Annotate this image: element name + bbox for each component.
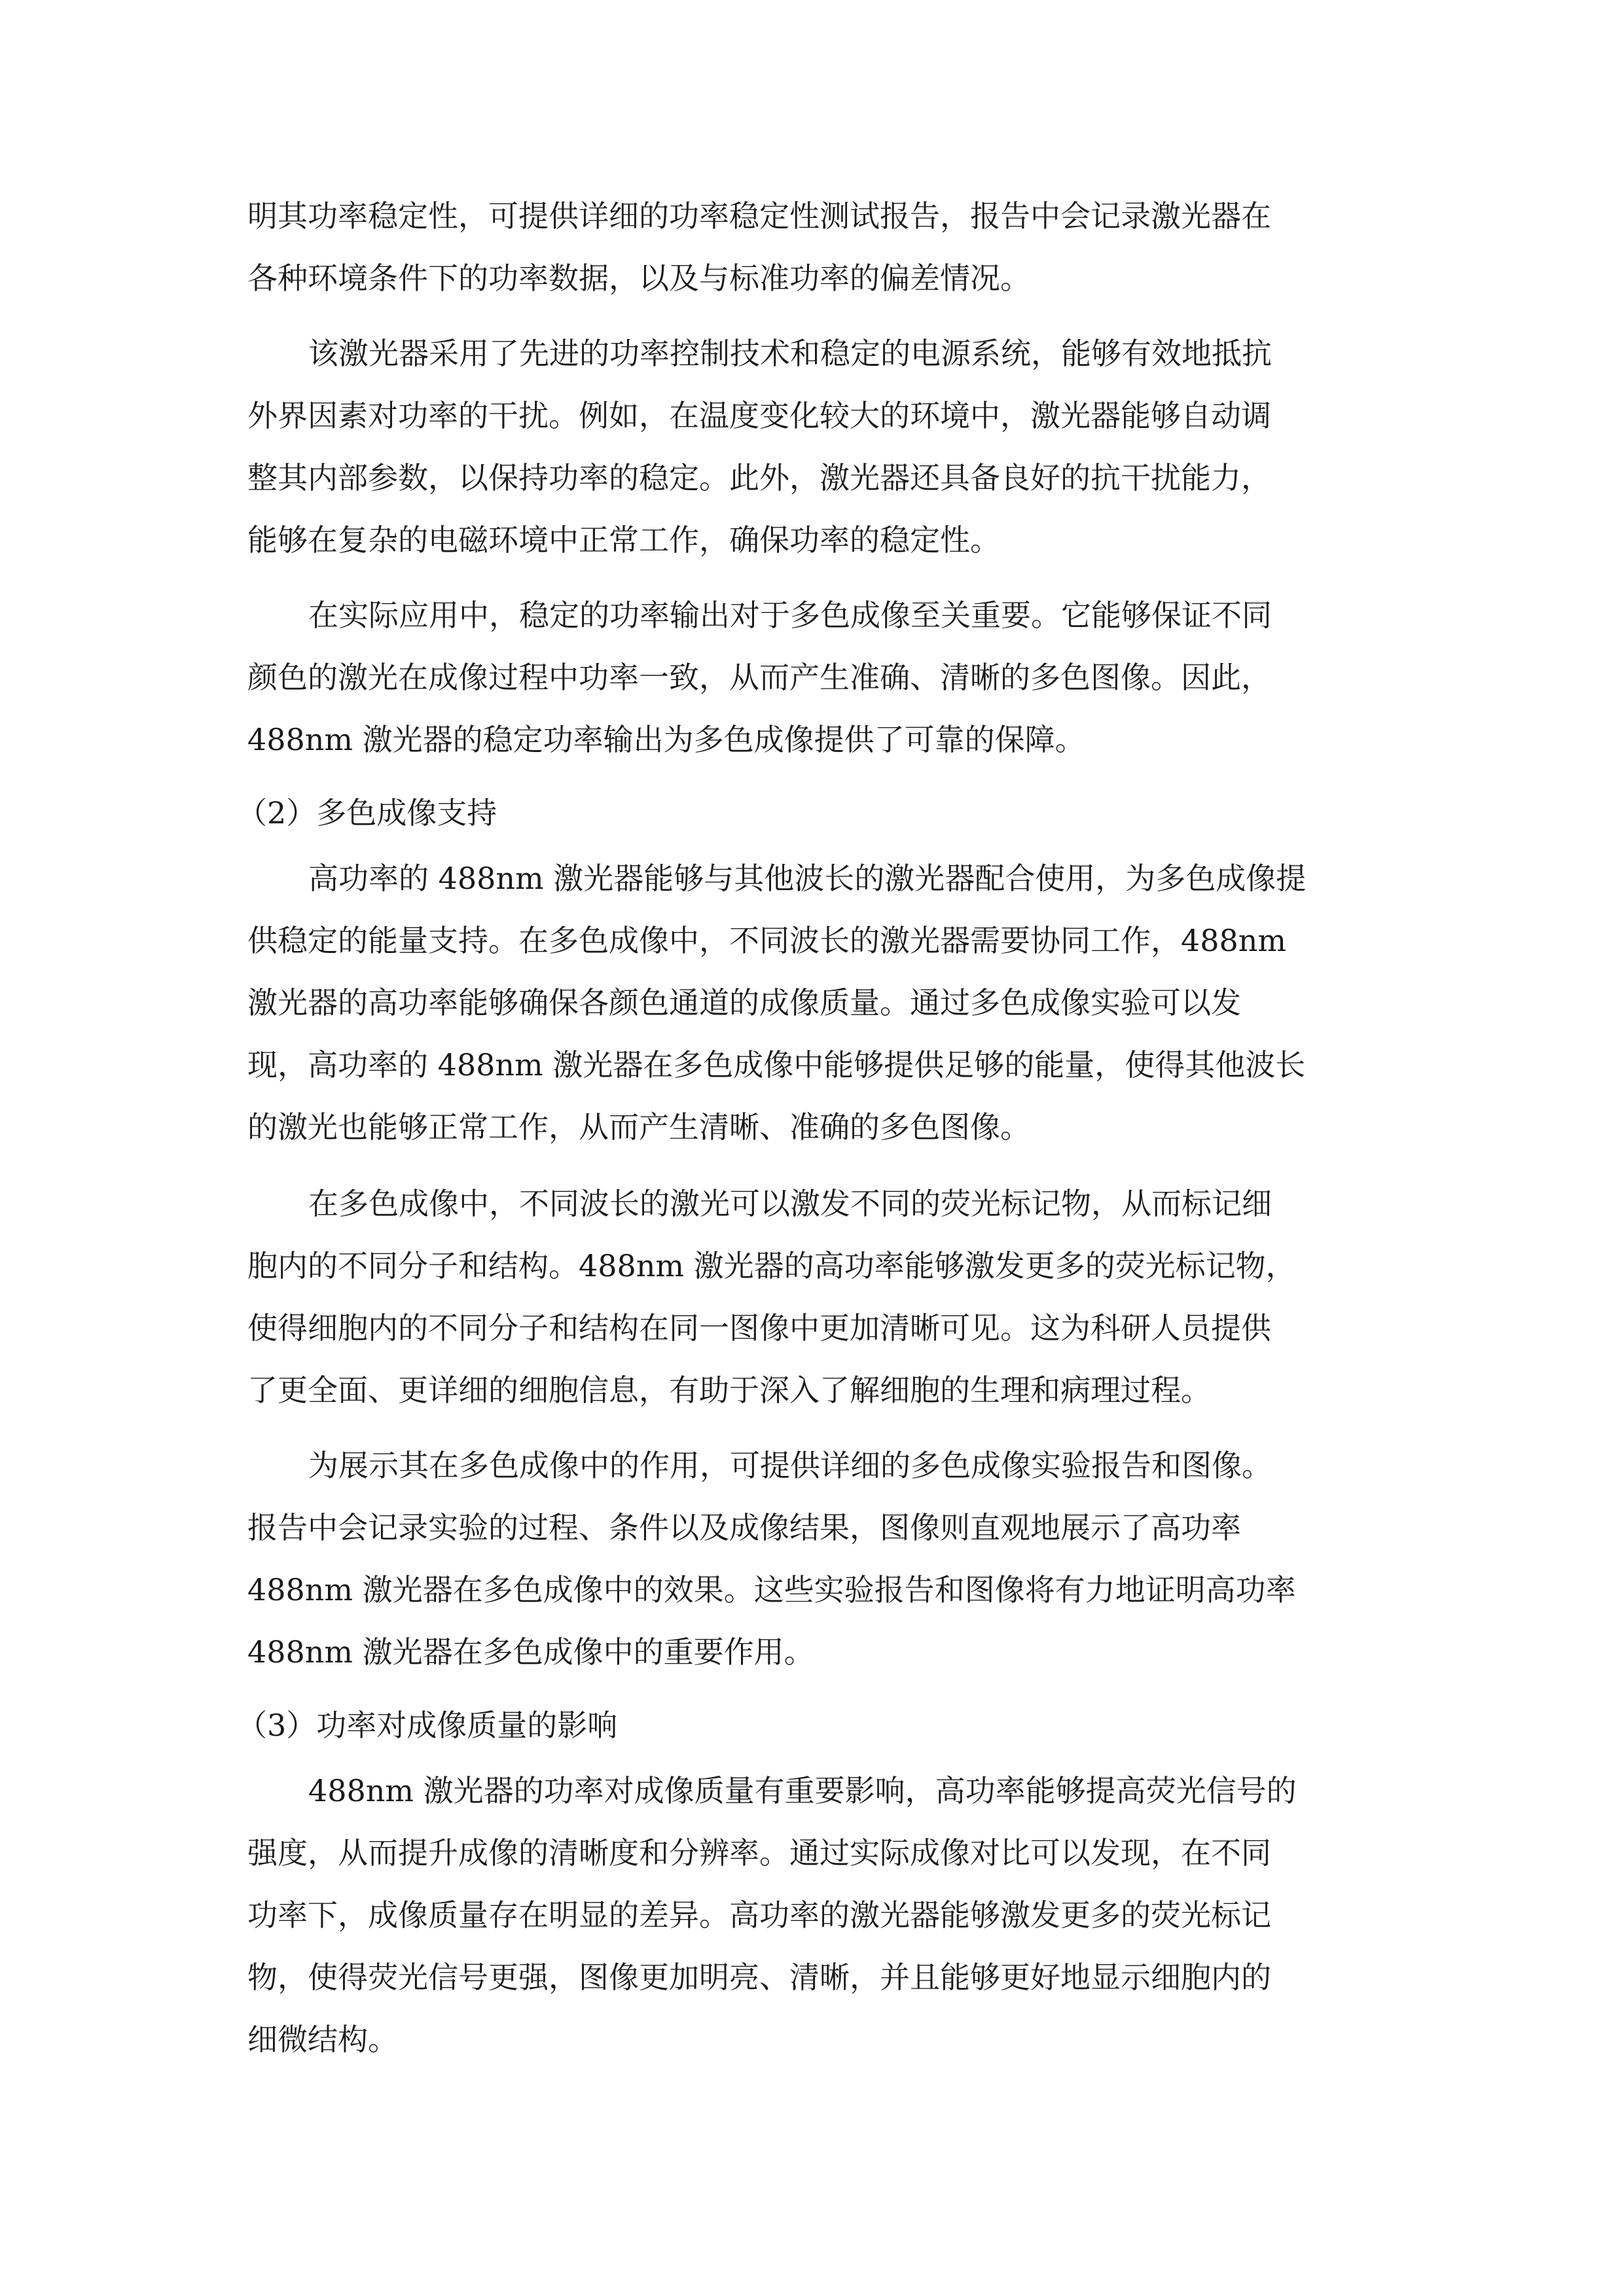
paragraph-line: 供稳定的能量支持。在多色成像中，不同波长的激光器需要协同工作，488nm bbox=[247, 923, 1287, 958]
paragraph-line: 在实际应用中，稳定的功率输出对于多色成像至关重要。它能够保证不同 bbox=[308, 598, 1272, 633]
paragraph-line: 了更全面、更详细的细胞信息，有助于深入了解细胞的生理和病理过程。 bbox=[247, 1372, 1211, 1408]
paragraph-line: 为展示其在多色成像中的作用，可提供详细的多色成像实验报告和图像。 bbox=[308, 1448, 1272, 1483]
paragraph-line: 高功率的 488nm 激光器能够与其他波长的激光器配合使用，为多色成像提 bbox=[308, 861, 1307, 896]
paragraph-line: 现，高功率的 488nm 激光器在多色成像中能够提供足够的能量，使得其他波长 bbox=[247, 1047, 1306, 1083]
paragraph-line: 强度，从而提升成像的清晰度和分辨率。通过实际成像对比可以发现，在不同 bbox=[247, 1835, 1271, 1871]
paragraph-line: 报告中会记录实验的过程、条件以及成像结果，图像则直观地展示了高功率 bbox=[247, 1510, 1241, 1545]
paragraph-line: 488nm 激光器的功率对成像质量有重要影响，高功率能够提高荧光信号的 bbox=[308, 1773, 1297, 1808]
paragraph-line: 整其内部参数，以保持功率的稳定。此外，激光器还具备良好的抗干扰能力， bbox=[247, 460, 1271, 495]
section-heading: （2）多色成像支持 bbox=[237, 795, 497, 831]
paragraph-line: 该激光器采用了先进的功率控制技术和稳定的电源系统，能够有效地抵抗 bbox=[308, 336, 1272, 371]
paragraph-line: 488nm 激光器的稳定功率输出为多色成像提供了可靠的保障。 bbox=[247, 722, 1085, 757]
paragraph-line: 外界因素对功率的干扰。例如，在温度变化较大的环境中，激光器能够自动调 bbox=[247, 398, 1271, 433]
paragraph-line: 488nm 激光器在多色成像中的效果。这些实验报告和图像将有力地证明高功率 bbox=[247, 1572, 1296, 1607]
paragraph-line: 在多色成像中，不同波长的激光可以激发不同的荧光标记物，从而标记细 bbox=[308, 1186, 1272, 1221]
paragraph-line: 488nm 激光器在多色成像中的重要作用。 bbox=[247, 1634, 814, 1670]
paragraph-line: 细微结构。 bbox=[247, 2022, 398, 2057]
paragraph-line: 颜色的激光在成像过程中功率一致，从而产生准确、清晰的多色图像。因此， bbox=[247, 660, 1271, 695]
paragraph-line: 能够在复杂的电磁环境中正常工作，确保功率的稳定性。 bbox=[247, 522, 1000, 558]
paragraph-line: 胞内的不同分子和结构。488nm 激光器的高功率能够激发更多的荧光标记物， bbox=[247, 1248, 1296, 1283]
paragraph-line: 各种环境条件下的功率数据，以及与标准功率的偏差情况。 bbox=[247, 260, 1030, 296]
paragraph-line: 使得细胞内的不同分子和结构在同一图像中更加清晰可见。这为科研人员提供 bbox=[247, 1310, 1271, 1346]
paragraph-line: 物，使得荧光信号更强，图像更加明亮、清晰，并且能够更好地显示细胞内的 bbox=[247, 1960, 1271, 1995]
paragraph-line: 的激光也能够正常工作，从而产生清晰、准确的多色图像。 bbox=[247, 1109, 1030, 1145]
paragraph-line: 功率下，成像质量存在明显的差异。高功率的激光器能够激发更多的荧光标记 bbox=[247, 1897, 1271, 1933]
paragraph-line: 明其功率稳定性，可提供详细的功率稳定性测试报告，报告中会记录激光器在 bbox=[247, 198, 1271, 234]
section-heading: （3）功率对成像质量的影响 bbox=[237, 1708, 618, 1743]
paragraph-line: 激光器的高功率能够确保各颜色通道的成像质量。通过多色成像实验可以发 bbox=[247, 985, 1241, 1020]
